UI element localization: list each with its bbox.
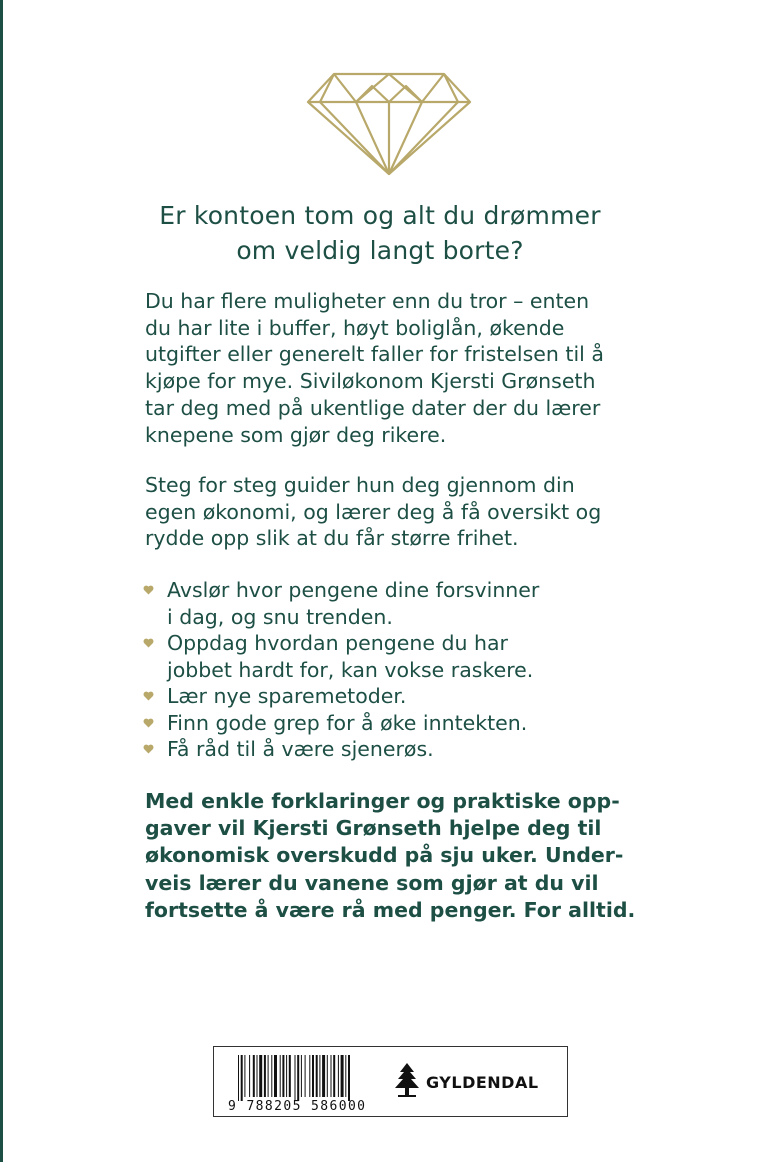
barcode-bar — [238, 1055, 239, 1101]
paragraph-line: egen økonomi, og lærer deg å få oversikt og — [145, 499, 602, 524]
barcode-bar — [341, 1055, 344, 1097]
closing-line: gaver vil Kjersti Grønseth hjelpe deg til — [145, 816, 602, 841]
barcode-bar — [327, 1055, 328, 1097]
bullet-line: Finn gode grep for å øke inntekten. — [167, 710, 528, 735]
intro-paragraph — [145, 288, 645, 448]
paragraph-line: Du har flere muligheter enn du tror – enten — [145, 289, 590, 313]
barcode-bar — [345, 1055, 346, 1097]
diamond-icon — [306, 72, 472, 176]
barcode-bar — [280, 1055, 281, 1097]
isbn-number: 9 788205 586000 — [228, 1099, 367, 1114]
closing-line: fortsette å være rå med penger. For alltid. — [145, 897, 636, 922]
barcode-bar — [249, 1055, 250, 1097]
spine-edge — [0, 0, 3, 1162]
paragraph-line: tar deg med på ukentlige dater der du lærer — [145, 395, 601, 420]
bullet-line: Oppdag hvordan pengene du har — [167, 631, 508, 655]
barcode-bar — [316, 1055, 318, 1097]
barcode-bar — [297, 1055, 299, 1101]
barcode-bar — [295, 1055, 296, 1101]
paragraph-line: knepene som gjør deg rikere. — [145, 422, 447, 447]
publisher-name: GYLDENDAL — [426, 1073, 539, 1092]
heart-icon — [143, 744, 154, 754]
bullet-line: Lær nye sparemetoder. — [167, 684, 407, 708]
list-item — [143, 577, 643, 630]
barcode-bar — [271, 1055, 272, 1097]
barcode-bar — [331, 1055, 332, 1097]
barcode-bar — [244, 1055, 245, 1097]
barcode-bar — [338, 1055, 339, 1097]
bullet-line: Avslør hvor pengene dine forsvinner — [167, 578, 540, 602]
headline-line: Er kontoen tom og alt du drømmer — [159, 201, 601, 230]
tree-icon — [392, 1063, 422, 1097]
barcode-bar — [305, 1055, 306, 1097]
barcode-bar — [268, 1055, 269, 1097]
closing-line: Med enkle forklaringer og praktiske opp- — [145, 789, 620, 813]
list-item — [143, 736, 643, 763]
paragraph-line: du har lite i buffer, høyt boliglån, økende — [145, 315, 565, 340]
closing-line: veis lærer du vanene som gjør at du vil — [145, 870, 599, 895]
bullet-list — [143, 577, 643, 763]
heart-icon — [143, 585, 154, 595]
headline — [120, 198, 640, 268]
barcode-bar — [286, 1055, 287, 1097]
barcode-bar — [322, 1055, 325, 1097]
paragraph-line: utgifter eller generelt faller for fristelsen til å — [145, 342, 604, 367]
barcode-box — [213, 1046, 568, 1117]
barcode — [236, 1055, 384, 1101]
list-item — [143, 683, 643, 710]
list-item — [143, 710, 643, 737]
paragraph-line: rydde opp slik at du får større frihet. — [145, 526, 519, 551]
barcode-bar — [333, 1055, 335, 1097]
barcode-bar — [282, 1055, 284, 1097]
paragraph-line: Steg for steg guider hun deg gjennom din — [145, 473, 575, 497]
barcode-bar — [259, 1055, 262, 1097]
bullet-line: i dag, og snu trenden. — [167, 604, 393, 629]
barcode-bar — [348, 1055, 350, 1101]
barcode-bar — [309, 1055, 310, 1097]
barcode-bar — [257, 1055, 258, 1097]
bullet-line: jobbet hardt for, kan vokse raskere. — [167, 657, 534, 682]
heart-icon — [143, 691, 154, 701]
second-paragraph — [145, 472, 645, 552]
barcode-bar — [289, 1055, 291, 1097]
bullet-line: Få råd til å være sjenerøs. — [167, 737, 434, 761]
barcode-bar — [301, 1055, 302, 1097]
barcode-bar — [253, 1055, 255, 1097]
heart-icon — [143, 718, 154, 728]
barcode-bar — [274, 1055, 277, 1097]
paragraph-line: kjøpe for mye. Siviløkonom Kjersti Grønseth — [145, 369, 596, 394]
barcode-bar — [264, 1055, 266, 1097]
heart-icon — [143, 638, 154, 648]
closing-line: økonomisk overskudd på sju uker. Under- — [145, 843, 624, 868]
barcode-bar — [319, 1055, 320, 1097]
headline-line: om veldig langt borte? — [236, 236, 524, 265]
list-item — [143, 630, 643, 683]
barcode-bar — [312, 1055, 314, 1097]
barcode-bar — [241, 1055, 243, 1101]
closing-paragraph — [145, 788, 645, 924]
